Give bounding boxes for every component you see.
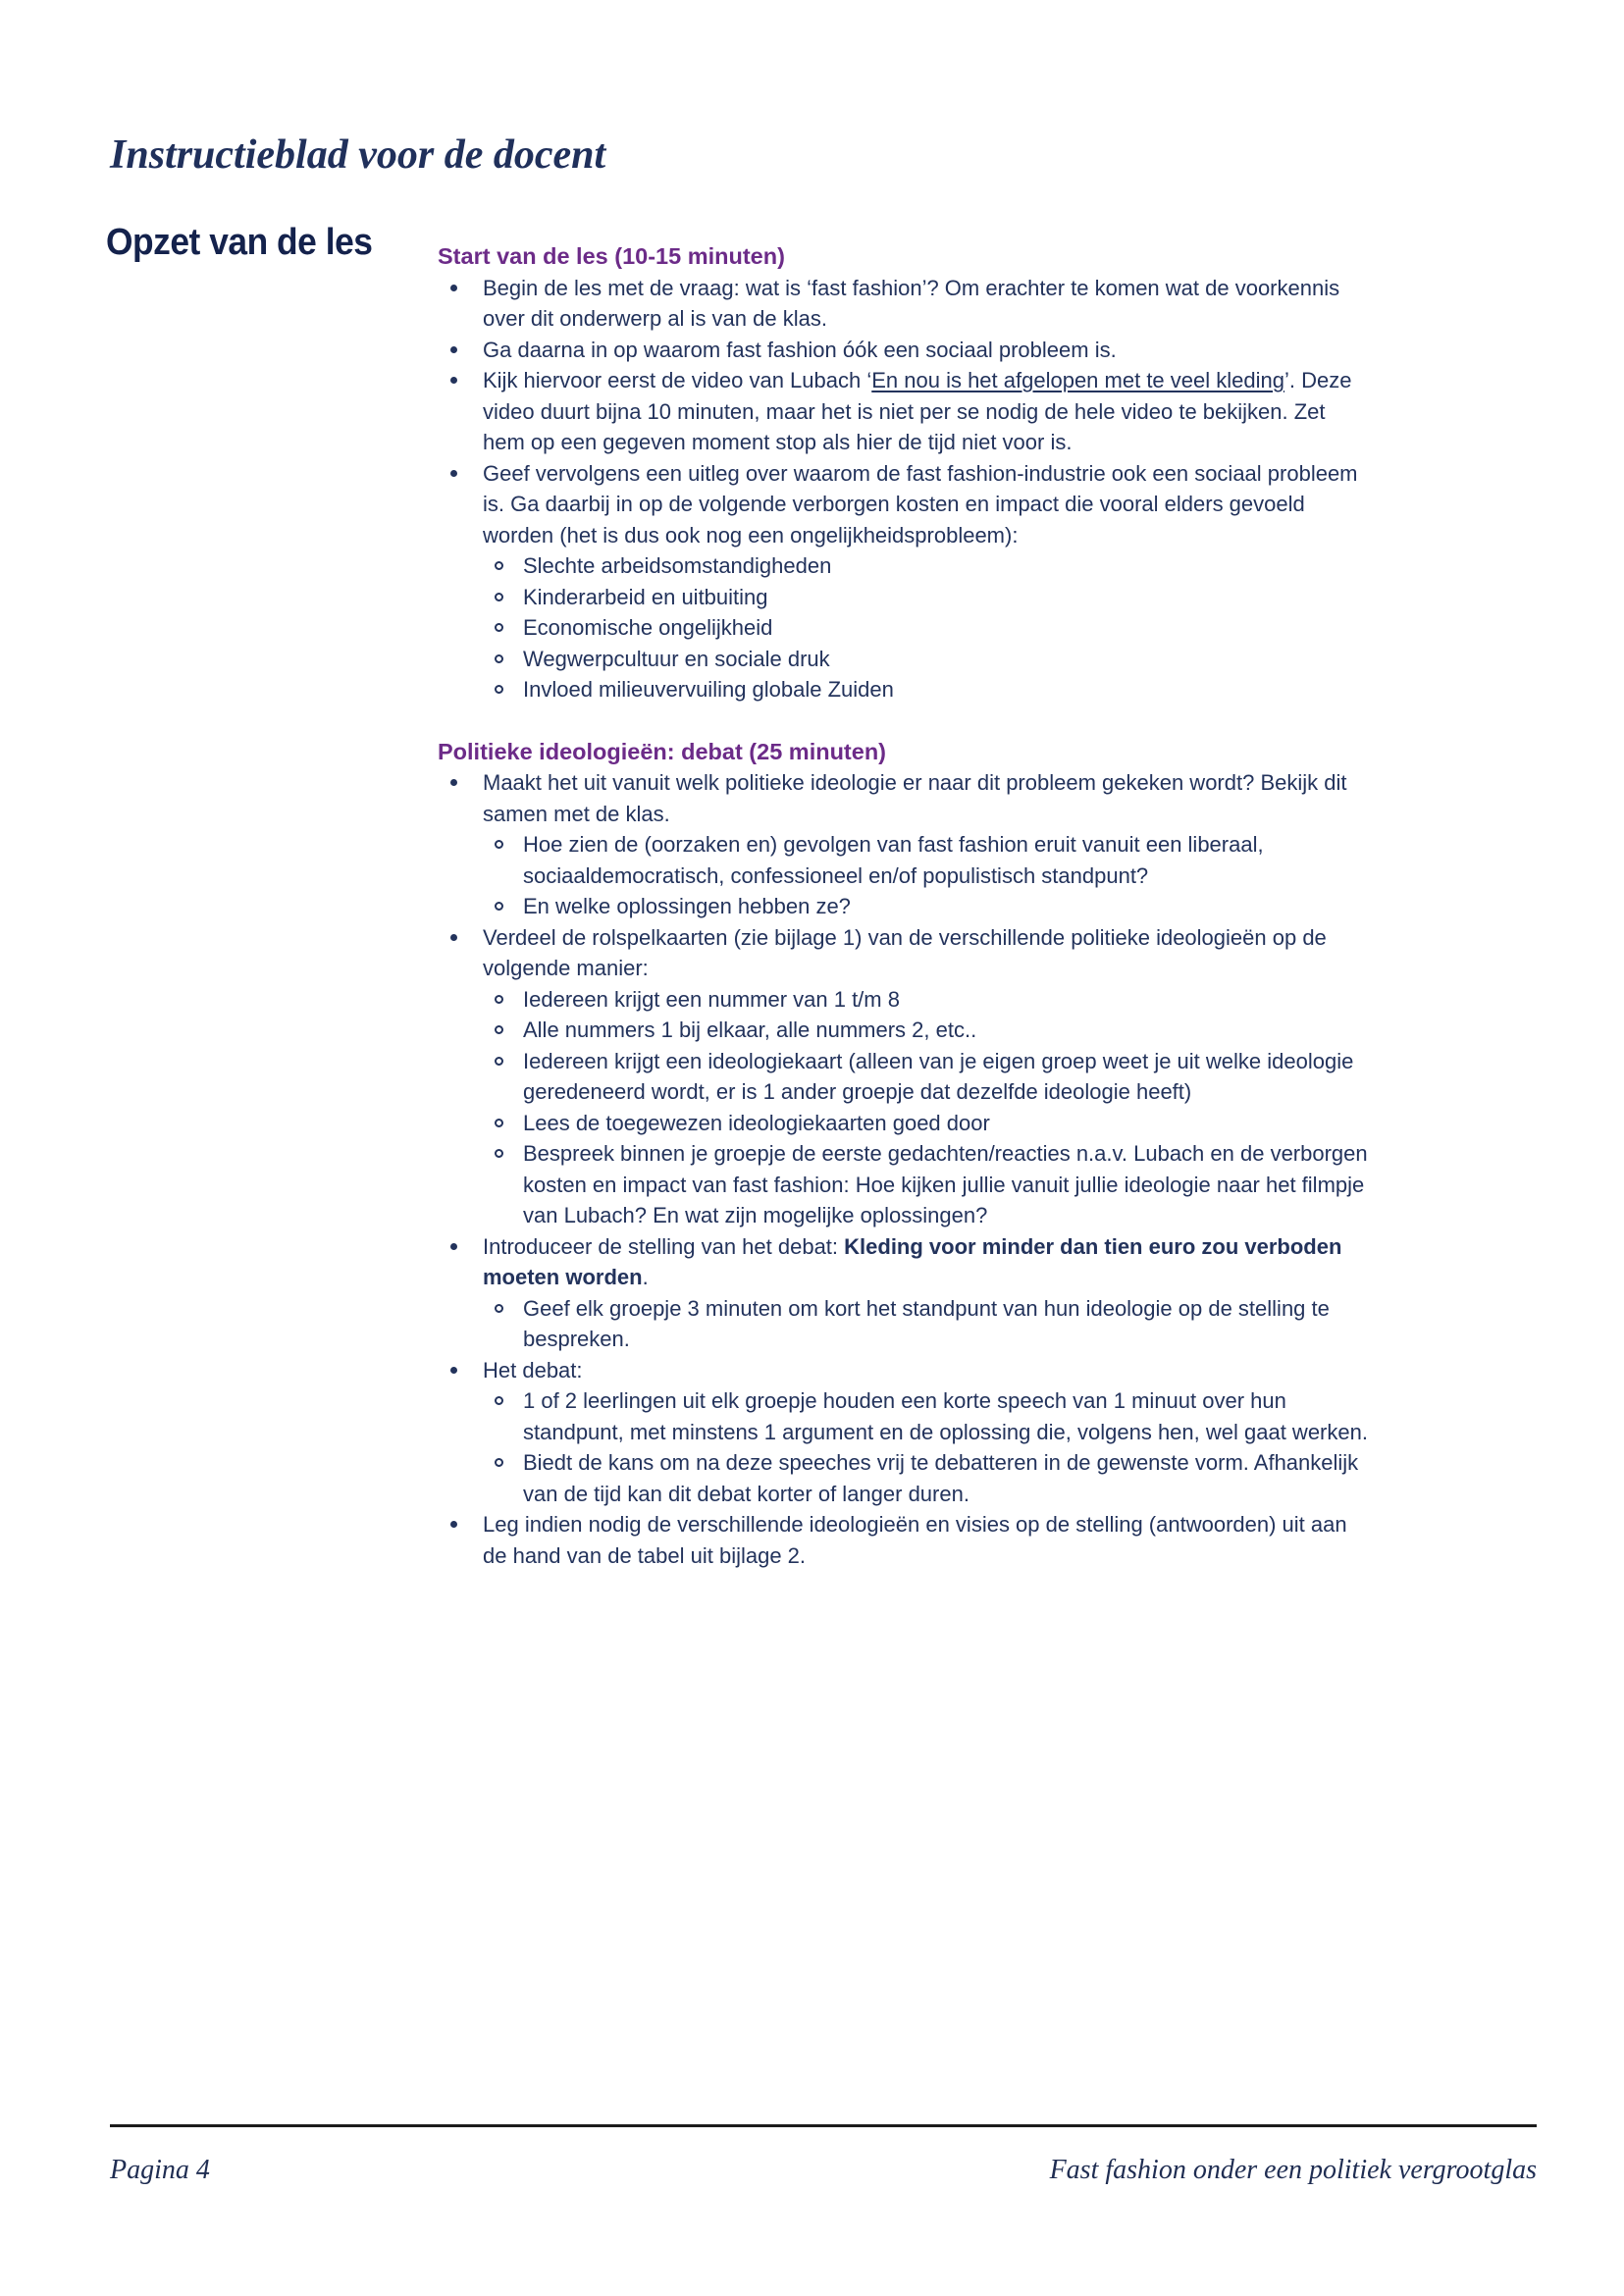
list-item-text [483,368,1351,454]
bullet-icon [450,285,457,291]
text-segment: Introduceer de stelling van het debat: [483,1233,845,1259]
list-item [438,335,1372,366]
list-item [438,582,1372,613]
list-item [438,273,1372,335]
list-item-text [483,338,1117,362]
list-item-text [523,1111,990,1135]
lesson-sections [438,241,1372,1571]
text-segment: Wegwerpcultuur en sociale druk [523,646,830,671]
text-segment: Geef elk groepje 3 minuten om kort het standpunt van hun ideologie op de stelling te bespreken. [523,1295,1330,1351]
text-segment: Invloed milieuvervuiling globale Zuiden [523,677,894,702]
list-item-text [483,770,1346,826]
circle-bullet-icon [495,1149,503,1158]
text-segment: Bespreek binnen je groepje de eerste gedachten/reacties n.a.v. Lubach en de verborgen kosten en impact van fast fashion: Hoe kijken jullie vanuit jullie ideologie naar het filmpje van Lubach? En wat zijn mogelijke oplossingen? [523,1141,1368,1227]
list-item-text [483,1358,583,1383]
text-segment: Ga daarna in op waarom fast fashion óók een sociaal probleem is. [483,337,1117,362]
list-item-text [483,276,1339,332]
circle-bullet-icon [495,1304,503,1313]
list-item [438,1231,1372,1293]
circle-bullet-icon [495,593,503,601]
list-item-text [523,1018,976,1042]
lesson-section [438,737,1372,1572]
list-item [438,365,1372,458]
list-item [438,984,1372,1016]
text-segment: Alle nummers 1 bij elkaar, alle nummers 2, etc.. [523,1018,977,1042]
list-item-text [523,647,830,671]
list-item [438,1355,1372,1386]
circle-bullet-icon [495,1396,503,1405]
list-item-text [483,1234,1341,1290]
section-heading: Politieke ideologieën: debat (25 minuten) [438,738,887,764]
text-segment: . [642,1265,649,1289]
text-segment: ’. Deze video duurt bijna 10 minuten, maar het is niet per se nodig de hele video te bekijken. Zet hem op een gegeven moment stop als hier de tijd niet voor is. [483,368,1352,454]
bullet-icon [450,1521,457,1528]
text-segment: Iedereen krijgt een ideologiekaart (alleen van je eigen groep weet je uit welke ideologie geredeneerd wordt, er is 1 ander groepje dat dezelfde ideologie heeft) [523,1048,1354,1104]
bullet-icon [450,377,457,384]
list-item-text [483,1512,1347,1568]
list-item [438,550,1372,582]
circle-bullet-icon [495,654,503,663]
list-item-text [483,925,1327,981]
page-footer [110,2155,1537,2186]
list-item [438,612,1372,644]
text-segment: Lees de toegewezen ideologiekaarten goed door [523,1110,990,1135]
circle-bullet-icon [495,685,503,694]
page-title: Instructieblad voor de docent [110,132,606,178]
text-segment: Economische ongelijkheid [523,615,773,640]
statement-bold-text: Kleding voor minder dan tien euro zou verboden moeten worden [483,1233,1342,1289]
text-segment: Begin de les met de vraag: wat is ‘fast fashion’? Om erachter te komen wat de voorkennis over dit onderwerp al is van de klas. [483,275,1340,331]
list-item [438,1108,1372,1139]
section-label-opzet-van-de-les: Opzet van de les [106,222,373,263]
list-item [438,1293,1372,1355]
text-segment: En welke oplossingen hebben ze? [523,894,851,918]
list-item [438,1015,1372,1046]
text-segment: Biedt de kans om na deze speeches vrij te debatteren in de gewenste vorm. Afhankelijk van de tijd kan dit debat korter of langer duren. [523,1450,1359,1506]
circle-bullet-icon [495,1057,503,1066]
circle-bullet-icon [495,1458,503,1467]
circle-bullet-icon [495,995,503,1004]
list-item-text [523,677,894,702]
list-item [438,922,1372,984]
text-segment: 1 of 2 leerlingen uit elk groepje houden een korte speech van 1 minuut over hun standpunt, met minstens 1 argument en de oplossing die, volgens hen, wel gaat werken. [523,1388,1368,1444]
list-item [438,674,1372,705]
list-item [438,829,1372,891]
list-item [438,644,1372,675]
text-segment: Geef vervolgens een uitleg over waarom de fast fashion-industrie ook een sociaal probleem is. Ga daarbij in op de volgende verborgen kosten en impact die vooral elders gevoeld worden (het is dus ook nog een ongelijkheidsprobleem): [483,460,1358,548]
section-heading: Start van de les (10-15 minuten) [438,243,785,269]
list-item [438,891,1372,922]
list-item [438,767,1372,829]
text-segment: Slechte arbeidsomstandigheden [523,553,832,578]
list-item [438,1509,1372,1571]
document-title-footer: Fast fashion onder een politiek vergrootglas [1049,2155,1537,2185]
list-item [438,1385,1372,1447]
list-item-text [523,1141,1368,1227]
list-item [438,1138,1372,1231]
text-segment: Kinderarbeid en uitbuiting [523,584,768,609]
footer-divider [110,2124,1537,2127]
circle-bullet-icon [495,561,503,570]
list-item-text [523,1296,1330,1352]
text-segment: Maakt het uit vanuit welk politieke ideologie er naar dit probleem gekeken wordt? Bekijk dit samen met de klas. [483,770,1347,826]
list-item-text [523,1388,1368,1444]
circle-bullet-icon [495,623,503,632]
text-segment: Hoe zien de (oorzaken en) gevolgen van fast fashion eruit vanuit een liberaal, sociaaldemocratisch, confessioneel en/of populistisch standpunt? [523,832,1264,888]
text-segment: Kijk hiervoor eerst de video van Lubach ‘ [483,368,872,392]
bullet-icon [450,346,457,353]
circle-bullet-icon [495,1025,503,1034]
list-item-text [523,1049,1353,1105]
list-item-text [523,553,831,578]
video-link[interactable]: En nou is het afgelopen met te veel kleding [871,368,1284,392]
list-item-text [523,1450,1358,1506]
bullet-icon [450,934,457,941]
circle-bullet-icon [495,1119,503,1127]
list-item [438,1046,1372,1108]
list-item-text [523,832,1264,888]
list-item-text [523,894,851,918]
circle-bullet-icon [495,902,503,911]
bullet-icon [450,1243,457,1250]
lesson-section [438,241,1372,705]
list-item-text [523,987,900,1012]
list-item [438,1447,1372,1509]
text-segment: Het debat: [483,1357,583,1383]
list-item-text [523,585,768,609]
page-number: Pagina 4 [110,2155,210,2185]
list-item-text [523,615,772,640]
text-segment: Verdeel de rolspelkaarten (zie bijlage 1) van de verschillende politieke ideologieën op de volgende manier: [483,924,1327,980]
bullet-icon [450,779,457,786]
bullet-icon [450,1367,457,1374]
bullet-icon [450,470,457,477]
text-segment: Iedereen krijgt een nummer van 1 t/m 8 [523,986,900,1012]
circle-bullet-icon [495,840,503,849]
list-item [438,458,1372,551]
list-item-text [483,461,1358,548]
text-segment: Leg indien nodig de verschillende ideologieën en visies op de stelling (antwoorden) uit aan de hand van de tabel uit bijlage 2. [483,1512,1347,1568]
